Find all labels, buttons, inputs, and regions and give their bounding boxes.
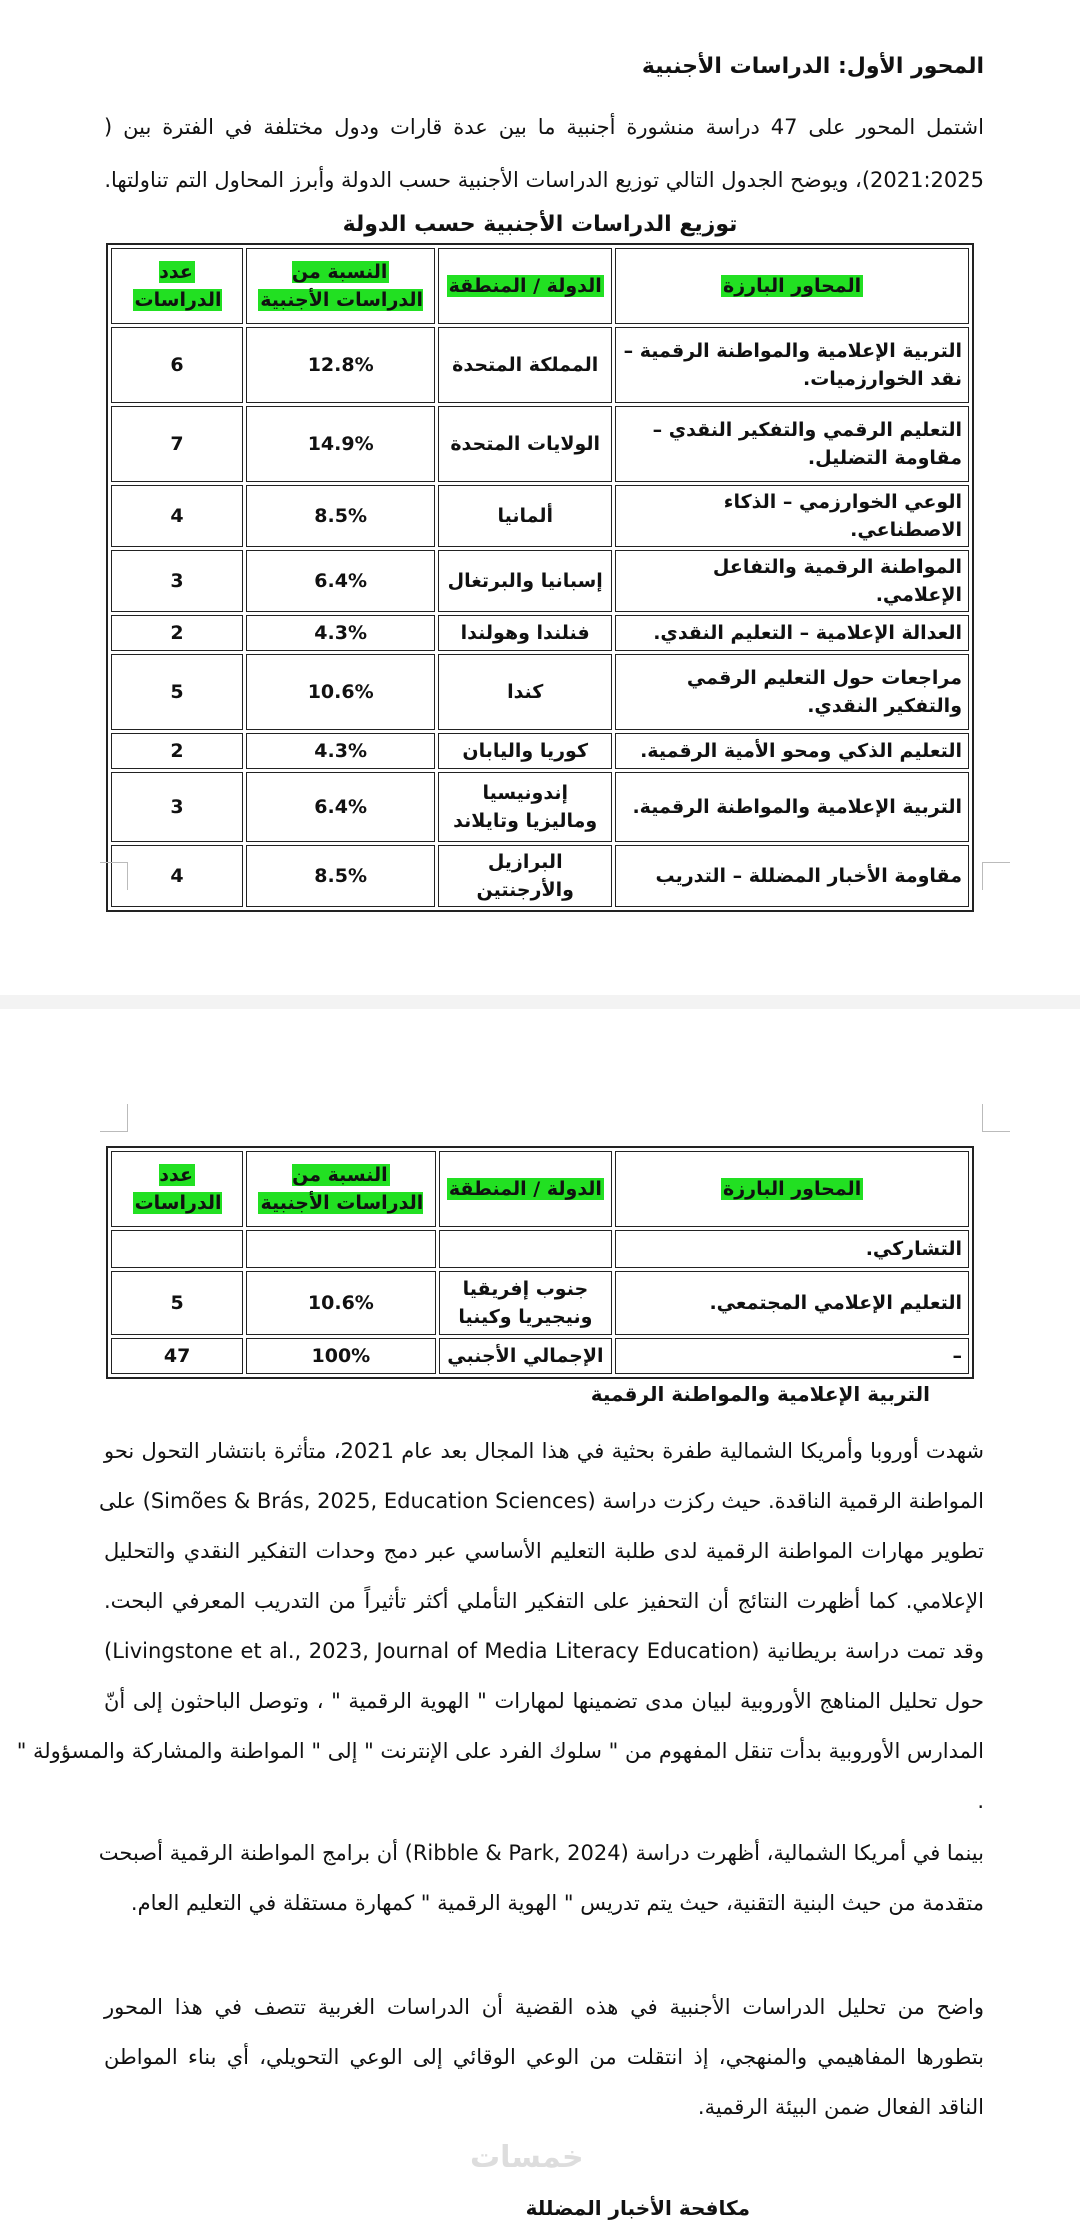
- paragraph-line: الناقد الفعال ضمن البيئة الرقمية.: [697, 2095, 984, 2119]
- cell-country: فنلندا وهولندا: [438, 615, 612, 651]
- cell-percent: 8.5%: [246, 485, 435, 547]
- cell-country: كوريا واليابان: [438, 733, 612, 769]
- header-count: عدد الدراسات: [134, 261, 222, 311]
- paragraph-line: المدارس الأوروبية بدأت تنقل المفهوم من " سلوك الفرد على الإنترنت " إلى " المواطنة والمشاركة والمسؤولة ": [16, 1739, 984, 1763]
- cell-percent: 4.3%: [246, 733, 435, 769]
- cell-country: البرازيل والأرجنتين: [438, 845, 612, 907]
- cell-axes: العدالة الإعلامية – التعليم النقدي.: [615, 615, 969, 651]
- paragraph-line: المواطنة الرقمية الناقدة. حيث ركزت دراسة (Simões & Brás, 2025, Education Sciences) على: [98, 1489, 984, 1513]
- cell-percent: 10.6%: [246, 654, 435, 730]
- intro-line: اشتمل المحور على 47 دراسة منشورة أجنبية ما بين عدة قارات ودول مختلفة في الفترة بين (: [104, 115, 984, 139]
- table-row: [111, 327, 969, 403]
- cell-country: الولايات المتحدة: [438, 406, 612, 482]
- subsection-title: مكافحة الأخبار المضللة: [525, 2196, 750, 2220]
- header-axes: المحاور البارزة: [723, 1178, 862, 1200]
- cell-axes: –: [615, 1338, 969, 1374]
- cell-country: إندونيسيا وماليزيا وتايلاند: [438, 772, 612, 842]
- table-row: [111, 550, 969, 612]
- cell-axes: المواطنة الرقمية والتفاعل الإعلامي.: [615, 550, 969, 612]
- table-row: [111, 845, 969, 907]
- cell-axes: التشاركي.: [615, 1230, 969, 1268]
- cell-count: 4: [111, 845, 243, 907]
- cell-country: كندا: [438, 654, 612, 730]
- paragraph-line: وقد تمت دراسة بريطانية (Livingstone et al., 2023, Journal of Media Literacy Education): [104, 1639, 984, 1663]
- header-percent: النسبة من الدراسات الأجنبية: [260, 1164, 424, 1214]
- cell-count: 2: [111, 615, 243, 651]
- table-row: [111, 615, 969, 651]
- header-country: الدولة / المنطقة: [448, 1178, 602, 1200]
- cell-percent: 100%: [246, 1338, 435, 1374]
- table-row: [111, 1271, 969, 1335]
- paragraph-line: بينما في أمريكا الشمالية، أظهرت دراسة (Ribble & Park, 2024) أن برامج المواطنة الرقمية أصبحت: [98, 1841, 984, 1865]
- cell-axes: مقاومة الأخبار المضللة – التدريب: [615, 845, 969, 907]
- table-row: [111, 733, 969, 769]
- paragraph-line: الإعلامي. كما أظهرت النتائج أن التحفيز على التفكير التأملي أكثر تأثيراً من التدريب المعرفي البحت.: [104, 1589, 984, 1613]
- cell-percent: [246, 1230, 435, 1268]
- table-header-row: [111, 248, 969, 324]
- cell-count: 6: [111, 327, 243, 403]
- cell-count: 7: [111, 406, 243, 482]
- cell-percent: 14.9%: [246, 406, 435, 482]
- cell-axes: التربية الإعلامية والمواطنة الرقمية – نقد الخوارزميات.: [615, 327, 969, 403]
- cell-percent: 8.5%: [246, 845, 435, 907]
- header-country: الدولة / المنطقة: [448, 275, 602, 297]
- cell-count: 4: [111, 485, 243, 547]
- cell-country: الإجمالي الأجنبي: [439, 1338, 613, 1374]
- table-row: [111, 654, 969, 730]
- header-percent: النسبة من الدراسات الأجنبية: [260, 261, 424, 311]
- table-caption: توزيع الدراسات الأجنبية حسب الدولة: [342, 212, 738, 237]
- paragraph-line: متقدمة من حيث البنية التقنية، حيث يتم تدريس " الهوية الرقمية " كمهارة مستقلة في التعليم العام.: [130, 1891, 984, 1915]
- cell-percent: 6.4%: [246, 550, 435, 612]
- section-title: المحور الأول: الدراسات الأجنبية: [641, 54, 984, 79]
- header-axes: المحاور البارزة: [722, 275, 862, 297]
- cell-percent: 10.6%: [246, 1271, 435, 1335]
- table-row: [111, 406, 969, 482]
- paragraph-line: تطوير مهارات المواطنة الرقمية لدى طلبة التعليم الأساسي عبر دمج وحدات التفكير النقدي والتحليل: [104, 1539, 984, 1563]
- table-header-row: [111, 1151, 969, 1227]
- studies-table-continued: [106, 1146, 974, 1379]
- paragraph-line: شهدت أوروبا وأمريكا الشمالية طفرة بحثية في هذا المجال بعد عام 2021، متأثرة بانتشار التحول نحو: [104, 1439, 984, 1463]
- cell-percent: 6.4%: [246, 772, 435, 842]
- header-count: عدد الدراسات: [134, 1164, 222, 1214]
- studies-table: [106, 243, 974, 912]
- table-row: [111, 1230, 969, 1268]
- cell-axes: التربية الإعلامية والمواطنة الرقمية.: [615, 772, 969, 842]
- paragraph-line: واضح من تحليل الدراسات الأجنبية في هذه القضية أن الدراسات الغربية تتصف في هذا المحور: [104, 1995, 984, 2019]
- cell-axes: الوعي الخوارزمي – الذكاء الاصطناعي.: [615, 485, 969, 547]
- cell-percent: 12.8%: [246, 327, 435, 403]
- cell-count: [111, 1230, 243, 1268]
- table-row: [111, 1338, 969, 1374]
- table-row: [111, 485, 969, 547]
- cell-axes: التعليم الذكي ومحو الأمية الرقمية.: [615, 733, 969, 769]
- cell-country: ألمانيا: [438, 485, 612, 547]
- cell-count: 2: [111, 733, 243, 769]
- cell-count: 47: [111, 1338, 243, 1374]
- cell-count: 3: [111, 772, 243, 842]
- cell-percent: 4.3%: [246, 615, 435, 651]
- watermark-logo: خمسات: [470, 2140, 584, 2175]
- cell-count: 3: [111, 550, 243, 612]
- cell-axes: التعليم الرقمي والتفكير النقدي – مقاومة التضليل.: [615, 406, 969, 482]
- cell-count: 5: [111, 1271, 243, 1335]
- paragraph-line: .: [977, 1789, 984, 1813]
- cell-axes: التعليم الإعلامي المجتمعي.: [615, 1271, 969, 1335]
- cell-country: إسبانيا والبرتغال: [438, 550, 612, 612]
- cell-country: [439, 1230, 613, 1268]
- table-row: [111, 772, 969, 842]
- cell-axes: مراجعات حول التعليم الرقمي والتفكير النقدي.: [615, 654, 969, 730]
- cell-country: المملكة المتحدة: [438, 327, 612, 403]
- cell-count: 5: [111, 654, 243, 730]
- cell-country: جنوب إفريقيا ونيجيريا وكينيا: [439, 1271, 613, 1335]
- intro-line: 2021:2025)، ويوضح الجدول التالي توزيع الدراسات الأجنبية حسب الدولة وأبرز المحاول التم تناولتها.: [104, 168, 984, 192]
- page-break: [0, 995, 1080, 1009]
- paragraph-line: حول تحليل المناهج الأوروبية لبيان مدى تضمينها لمهارات " الهوية الرقمية " ، وتوصل الباحثون إلى أنّ: [104, 1689, 984, 1713]
- subsection-title: التربية الإعلامية والمواطنة الرقمية: [590, 1382, 930, 1406]
- paragraph-line: بتطورها المفاهيمي والمنهجي، إذ انتقلت من الوعي الوقائي إلى الوعي التحويلي، أي بناء المواطن: [104, 2045, 984, 2069]
